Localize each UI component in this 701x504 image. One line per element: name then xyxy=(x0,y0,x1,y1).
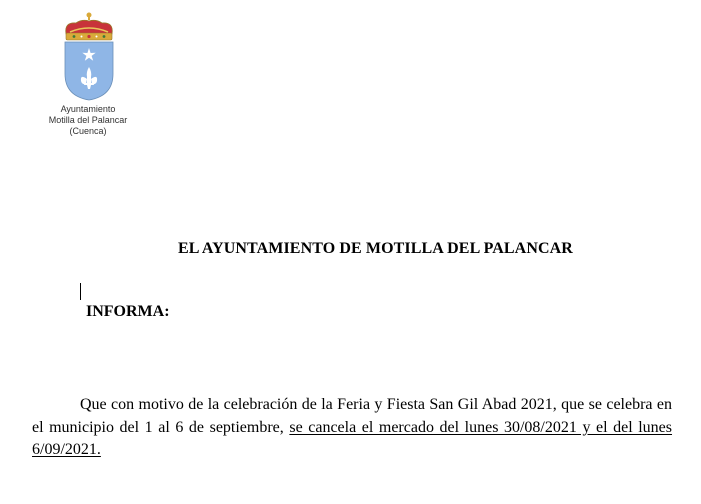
text-cursor xyxy=(80,283,81,300)
logo-caption xyxy=(28,104,148,137)
notice-text: Que con motivo de la celebración de la Feria y Fiesta San Gil Abad 2021, que se celebra en el municipio del 1 al 6 de septiembre, xyxy=(32,396,672,436)
logo-caption-line1: Ayuntamiento xyxy=(60,104,116,114)
crown-icon xyxy=(66,13,113,41)
coat-of-arms-logo xyxy=(58,10,120,102)
logo-caption-line2: Motilla del Palancar xyxy=(48,115,128,125)
logo-caption-line3: (Cuenca) xyxy=(69,126,107,136)
informa-label: INFORMA: xyxy=(86,303,170,320)
document-heading: EL AYUNTAMIENTO DE MOTILLA DEL PALANCAR xyxy=(178,240,573,257)
notice-paragraph xyxy=(32,394,672,462)
shield-icon xyxy=(65,42,113,100)
cancellation-notice: se cancela el mercado del lunes 30/08/2021 y el del lunes 6/09/2021. xyxy=(32,418,673,458)
